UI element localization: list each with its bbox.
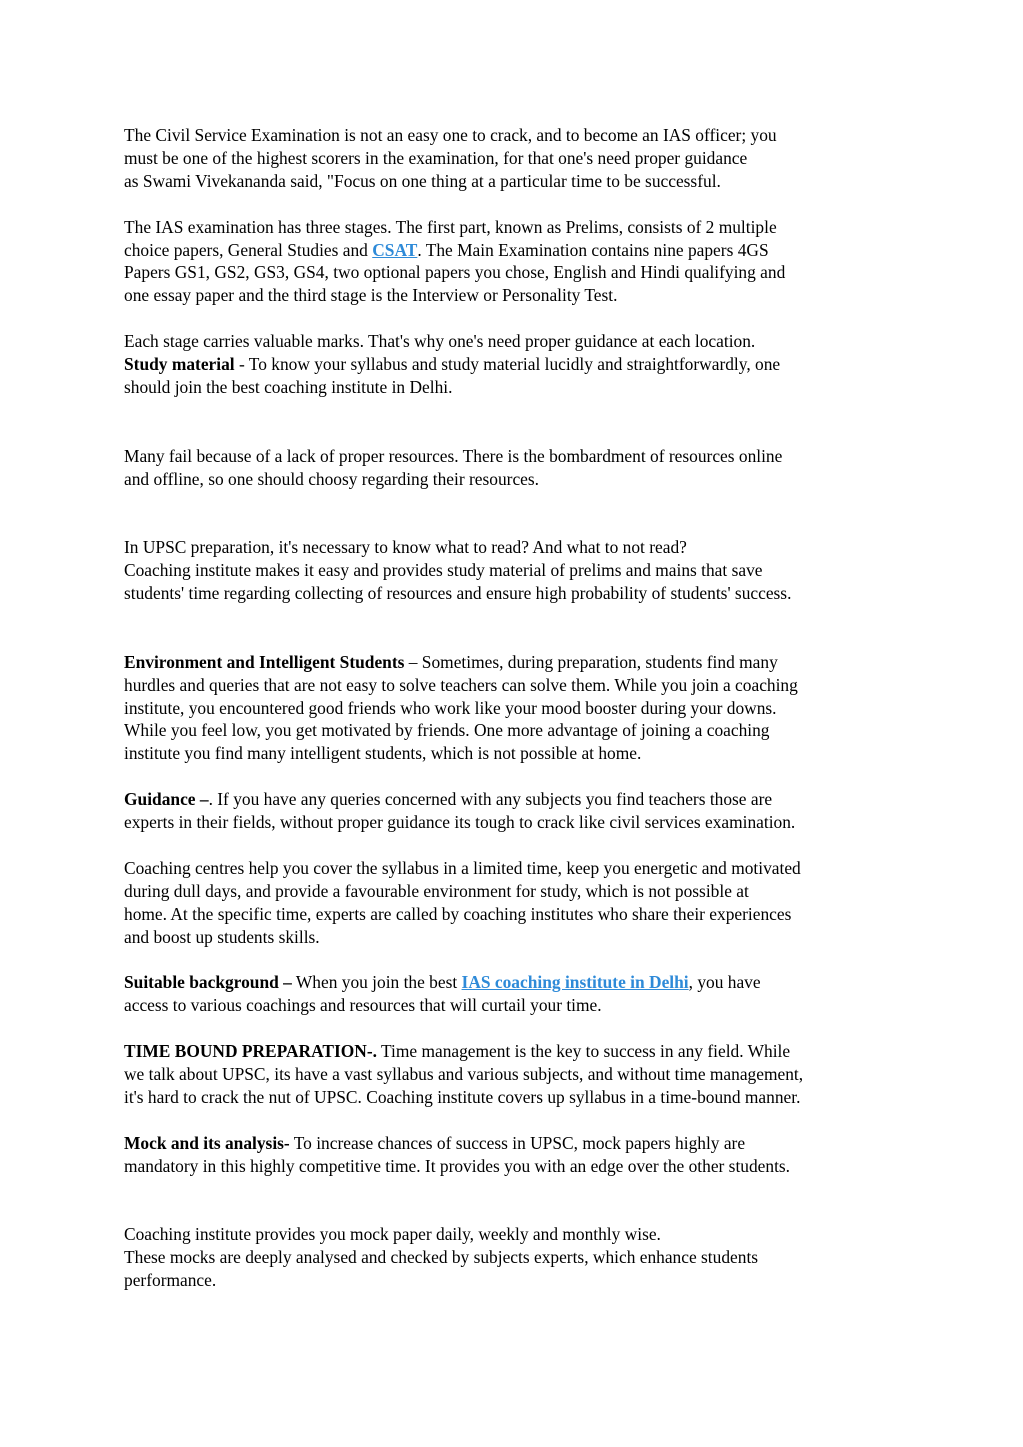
paragraph-upsc-preparation <box>124 536 914 605</box>
text-line: students' time regarding collecting of resources and ensure high probability of students' success. <box>124 583 792 604</box>
paragraph-spacer <box>124 949 914 972</box>
text-line: Coaching centres help you cover the syllabus in a limited time, keep you energetic and motivated <box>124 857 801 878</box>
text-line: Coaching institute makes it easy and provides study material of prelims and mains that save <box>124 560 763 581</box>
heading-environment: Environment and Intelligent Students <box>124 651 405 672</box>
paragraph-spacer <box>124 1109 914 1132</box>
paragraph-spacer <box>124 1178 914 1224</box>
text-line: Many fail because of a lack of proper resources. There is the bombardment of resources online <box>124 445 783 466</box>
text-line: during dull days, and provide a favourable environment for study, which is not possible at <box>124 880 749 901</box>
paragraph-mock-analysis <box>124 1132 914 1178</box>
text-line: we talk about UPSC, its have a vast syllabus and various subjects, and without time management, <box>124 1064 804 1085</box>
ias-coaching-delhi-link[interactable]: IAS coaching institute in Delhi <box>461 972 689 993</box>
text-span: To increase chances of success in UPSC, mock papers highly are <box>289 1132 746 1153</box>
text-line: as Swami Vivekananda said, "Focus on one thing at a particular time to be successful. <box>124 170 721 191</box>
text-line: mandatory in this highly competitive time. It provides you with an edge over the other students. <box>124 1155 791 1176</box>
text-line: performance. <box>124 1270 217 1291</box>
paragraph-resources <box>124 445 914 491</box>
text-line: one essay paper and the third stage is the Interview or Personality Test. <box>124 285 618 306</box>
text-line <box>124 1040 914 1063</box>
text-line: In UPSC preparation, it's necessary to know what to read? And what to not read? <box>124 537 687 558</box>
text-line: experts in their fields, without proper guidance its tough to crack like civil services examination. <box>124 812 796 833</box>
text-line: While you feel low, you get motivated by friends. One more advantage of joining a coaching <box>124 720 770 741</box>
text-line: and offline, so one should choosy regarding their resources. <box>124 468 540 489</box>
paragraph-guidance <box>124 788 914 834</box>
text-line: home. At the specific time, experts are called by coaching institutes who share their experiences <box>124 903 792 924</box>
heading-study-material: Study material <box>124 354 235 375</box>
text-span: . If you have any queries concerned with any subjects you find teachers those are <box>208 789 773 810</box>
text-line: The Civil Service Examination is not an easy one to crack, and to become an IAS officer; you <box>124 125 777 145</box>
text-span: Time management is the key to success in any field. While <box>376 1041 791 1062</box>
paragraph-intro <box>124 124 914 193</box>
text-span: – Sometimes, during preparation, students find many <box>404 651 778 672</box>
text-line: institute, you encountered good friends who work like your mood booster during your downs. <box>124 697 777 718</box>
paragraph-spacer <box>124 307 914 330</box>
heading-suitable-background: Suitable background – <box>124 972 292 993</box>
text-line: These mocks are deeply analysed and checked by subjects experts, which enhance students <box>124 1247 759 1268</box>
text-line: it's hard to crack the nut of UPSC. Coaching institute covers up syllabus in a time-bound manner. <box>124 1086 801 1107</box>
paragraph-spacer <box>124 1017 914 1040</box>
text-span: choice papers, General Studies and <box>124 239 373 260</box>
text-span: , you have <box>688 972 761 993</box>
text-span: When you join the best <box>291 972 462 993</box>
text-line <box>124 1132 914 1155</box>
text-line <box>124 651 914 674</box>
paragraph-study-material <box>124 330 914 399</box>
document-page <box>124 124 914 1292</box>
paragraph-coaching-centres <box>124 857 914 949</box>
csat-link[interactable]: CSAT <box>372 239 418 260</box>
paragraph-spacer <box>124 193 914 216</box>
paragraph-environment <box>124 651 914 766</box>
text-line: Coaching institute provides you mock paper daily, weekly and monthly wise. <box>124 1224 661 1245</box>
text-line <box>124 788 914 811</box>
heading-guidance: Guidance – <box>124 789 209 810</box>
paragraph-spacer <box>124 399 914 445</box>
paragraph-spacer <box>124 490 914 536</box>
paragraph-mock-papers <box>124 1223 914 1292</box>
text-line: institute you find many intelligent students, which is not possible at home. <box>124 743 642 764</box>
text-line <box>124 353 914 376</box>
text-line <box>124 239 914 262</box>
paragraph-spacer <box>124 605 914 651</box>
text-line: and boost up students skills. <box>124 926 320 947</box>
text-line: Papers GS1, GS2, GS3, GS4, two optional papers you chose, English and Hindi qualifying and <box>124 262 786 283</box>
text-line <box>124 971 914 994</box>
paragraph-stages <box>124 216 914 308</box>
paragraph-spacer <box>124 765 914 788</box>
text-line: Each stage carries valuable marks. That's why one's need proper guidance at each location. <box>124 331 756 352</box>
text-line: should join the best coaching institute in Delhi. <box>124 376 453 397</box>
text-line: hurdles and queries that are not easy to solve teachers can solve them. While you join a coaching <box>124 674 798 695</box>
paragraph-spacer <box>124 834 914 857</box>
paragraph-time-bound <box>124 1040 914 1109</box>
heading-mock-analysis: Mock and its analysis- <box>124 1132 290 1153</box>
text-line: access to various coachings and resources that will curtail your time. <box>124 995 602 1016</box>
text-line: must be one of the highest scorers in the examination, for that one's need proper guidance <box>124 147 748 168</box>
paragraph-suitable-background <box>124 971 914 1017</box>
text-span: - To know your syllabus and study material lucidly and straightforwardly, one <box>234 354 781 375</box>
text-line: The IAS examination has three stages. The first part, known as Prelims, consists of 2 multiple <box>124 216 777 237</box>
heading-time-bound: TIME BOUND PREPARATION-. <box>124 1041 377 1062</box>
text-span: . The Main Examination contains nine papers 4GS <box>417 239 769 260</box>
